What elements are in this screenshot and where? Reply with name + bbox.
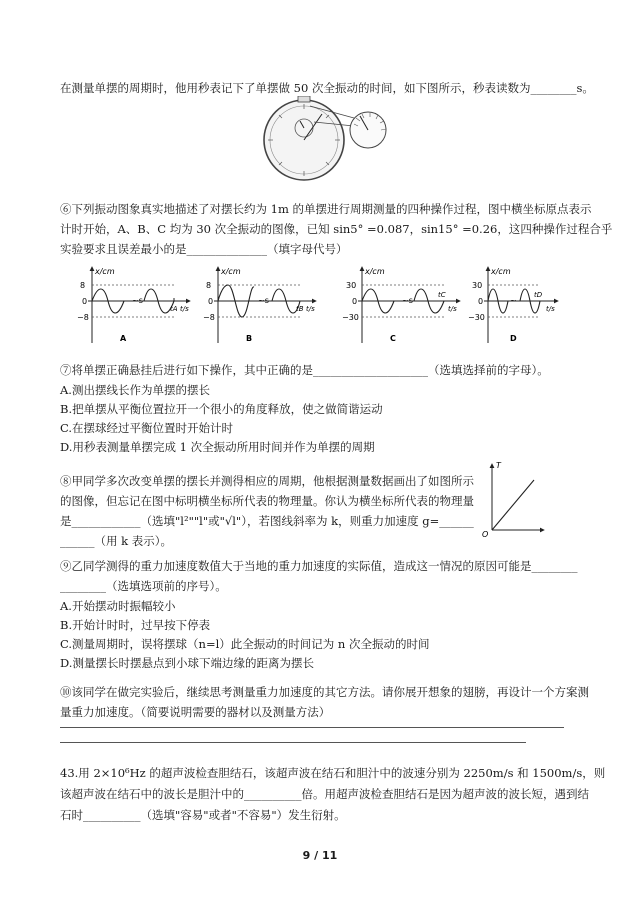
graph-d-ymax: 30 [472, 281, 483, 290]
graph-b-tmark: tB [296, 305, 304, 313]
q10-text-line2: 量重力加速度。（简要说明需要的器材以及测量方法） [60, 705, 331, 719]
q6-text-line3: 实验要求且误差最小的是______________（填字母代号） [60, 242, 348, 256]
graph-b-ymin: −8 [203, 313, 215, 322]
q7-stem: ⑦将单摆正确悬挂后进行如下操作，其中正确的是____________________（选填选择前的字母）。 [60, 363, 549, 377]
graph-a-origin: 0 [82, 297, 88, 306]
q43-text-line2: 该超声波在结石中的波长是胆汁中的__________倍。用超声波检查胆结石是因为超声波的波长短，遇到结 [60, 787, 589, 801]
q9-text-line1: ⑨乙同学测得的重力加速度数值大于当地的重力加速度的实际值，造成这一情况的原因可能是________ [60, 559, 578, 573]
graph-b [203, 267, 316, 343]
graph-a-xlabel: t/s [180, 305, 189, 313]
q8-t-graph [478, 458, 548, 538]
page-number: 9 / 11 [302, 849, 338, 862]
graph-a [77, 267, 190, 343]
q7-option-a: A.测出摆线长作为单摆的摆长 [60, 383, 210, 397]
graph-a-tmark: tA [170, 305, 178, 313]
graph-b-origin: 0 [208, 297, 214, 306]
graph-d-origin: 0 [478, 297, 484, 306]
graph-d-label: D [510, 334, 517, 343]
graph-c-tmark: tC [438, 291, 446, 299]
graph-d-ylabel: x/cm [491, 267, 511, 276]
q9-text-line2: ________（选填选项前的序号）。 [60, 579, 227, 593]
q7-option-c: C.在摆球经过平衡位置时开始计时 [60, 421, 234, 435]
q7-option-d: D.用秒表测量单摆完成 1 次全振动所用时间并作为单摆的周期 [60, 440, 375, 454]
graph-b-xlabel: t/s [306, 305, 315, 313]
graph-c-ylabel: x/cm [365, 267, 385, 276]
svg-text:~s: ~s [132, 296, 143, 305]
graph-d-xlabel: t/s [546, 305, 555, 313]
graph-c-xlabel: t/s [448, 305, 457, 313]
q10-text-line1: ⑩该同学在做完实验后，继续思考测量重力加速度的其它方法。请你展开想象的翅膀，再设计一个方案测 [60, 685, 589, 699]
graph-c [342, 267, 460, 343]
stopwatch-figure [250, 96, 390, 192]
graph-a-ymin: −8 [77, 313, 89, 322]
graph-a-label: A [120, 334, 127, 343]
vibration-graphs [70, 265, 570, 350]
q43-text-line3: 石时__________（选填"容易"或者"不容易"）发生衍射。 [60, 808, 346, 822]
graph-a-ylabel: x/cm [95, 267, 115, 276]
q10-answer-line2 [60, 742, 526, 743]
graph-c-ymin: −30 [342, 313, 359, 322]
q7-option-b: B.把单摆从平衡位置拉开一个很小的角度释放，使之做简谐运动 [60, 402, 383, 416]
q9-option-d: D.测量摆长时摆悬点到小球下端边缘的距离为摆长 [60, 656, 314, 670]
q43-text-line1: 43.用 2×10⁶Hz 的超声波检查胆结石，该超声波在结石和胆汁中的波速分别为 2250m/s 和 1500m/s，则 [60, 766, 606, 780]
q8-text-line2: 的图像，但忘记在图中标明横坐标所代表的物理量。你认为横坐标所代表的物理量 [60, 494, 474, 508]
graph-c-label: C [390, 334, 396, 343]
graph-b-ymax: 8 [206, 281, 212, 290]
q8-graph-origin: O [482, 530, 489, 538]
graph-c-ymax: 30 [346, 281, 357, 290]
q8-text-line1: ⑧甲同学多次改变单摆的摆长并测得相应的周期，他根据测量数据画出了如图所示 [60, 474, 474, 488]
stopwatch-question-text: 在测量单摆的周期时，他用秒表记下了单摆做 50 次全振动的时间，如下图所示，秒表读数为________s。 [60, 81, 594, 95]
svg-text:~s: ~s [402, 296, 413, 305]
graph-c-origin: 0 [352, 297, 358, 306]
q6-text-line2: 计时开始，A、B、C 均为 30 次全振动的图像，已知 sin5° =0.087，sin15° =0.26，这四种操作过程合乎 [60, 222, 613, 236]
q9-option-a: A.开始摆动时振幅较小 [60, 599, 176, 613]
q8-graph-ylabel: T [496, 461, 501, 470]
graph-d [468, 267, 558, 343]
graph-b-label: B [246, 334, 253, 343]
q10-answer-line1 [60, 727, 564, 728]
q6-text-line1: ⑥下列振动图象真实地描述了对摆长约为 1m 的单摆进行周期测量的四种操作过程，图中横坐标原点表示 [60, 202, 592, 216]
q8-text-line4: ______（用 k 表示）。 [60, 534, 173, 548]
graph-b-ylabel: x/cm [221, 267, 241, 276]
q8-text-line3: 是____________（选填"l²""l"或"√l"），若图线斜率为 k，则重力加速度 g=______ [60, 514, 474, 528]
svg-text:~s: ~s [258, 296, 269, 305]
graph-d-ymin: −30 [468, 313, 485, 322]
svg-text:~: ~ [510, 296, 517, 305]
graph-d-tmark: tD [534, 291, 543, 299]
q9-option-c: C.测量周期时，误将摆球（n=l）此全振动的时间记为 n 次全振动的时间 [60, 637, 430, 651]
q9-option-b: B.开始计时时，过早按下停表 [60, 618, 211, 632]
graph-a-ymax: 8 [80, 281, 86, 290]
